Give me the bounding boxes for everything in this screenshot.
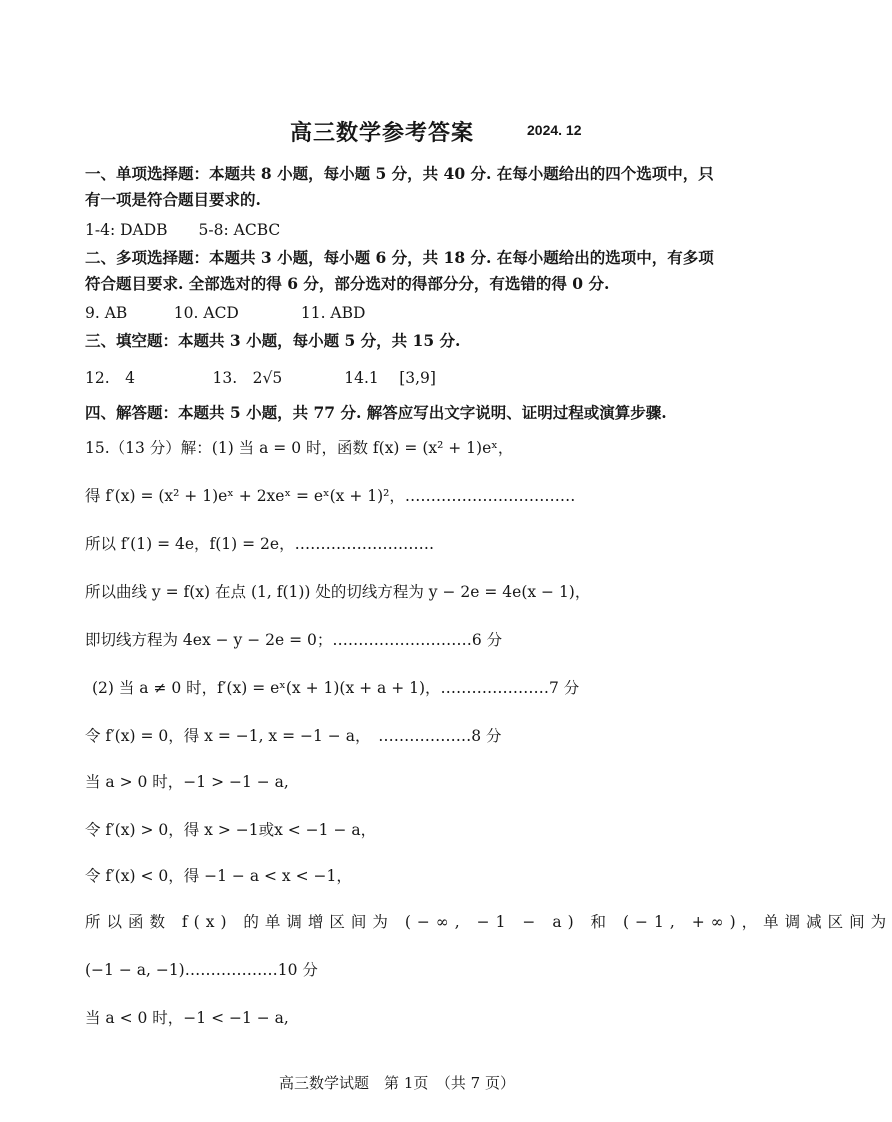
solution-line-9: 令 f′(x) > 0，得 x > −1或x < −1 − a，: [85, 821, 377, 839]
section-4-heading: 四、解答题：本题共 5 小题，共 77 分. 解答应写出文字说明、证明过程或演算步骤.: [85, 403, 667, 422]
section-3-heading: 三、填空题：本题共 3 小题，每小题 5 分，共 15 分.: [85, 331, 461, 350]
section-1-heading: 一、单项选择题：本题共 8 小题，每小题 5 分，共 40 分. 在每小题给出的四个选项中，只: [85, 164, 714, 183]
section-2-heading: 二、多项选择题：本题共 3 小题，每小题 6 分，共 18 分. 在每小题给出的选项中，有多项: [85, 248, 714, 267]
solution-line-6: (2) 当 a ≠ 0 时，f′(x) = eˣ(x + 1)(x + a + 1)，…………………7 分: [92, 679, 580, 697]
date-label: 2024. 12: [527, 122, 582, 138]
section-1-answers: 1-4: DADB 5-8: ACBC: [85, 221, 281, 239]
solution-line-2: 得 f′(x) = (x² + 1)eˣ + 2xeˣ = eˣ(x + 1)²，……………………………: [85, 487, 576, 505]
section-3-answers: 12. 4 13. 2√5 14.1 [3,9]: [85, 369, 436, 387]
solution-line-13: 当 a < 0 时，−1 < −1 − a,: [85, 1009, 289, 1027]
section-2-heading-cont: 符合题目要求. 全部选对的得 6 分，部分选对的得部分分，有选错的得 0 分.: [85, 274, 610, 293]
section-1-heading-cont: 有一项是符合题目要求的.: [85, 190, 261, 209]
solution-line-5: 即切线方程为 4ex − y − 2e = 0；………………………6 分: [85, 631, 503, 649]
page-footer: 高三数学试题 第 1页 （共 7 页）: [279, 1074, 515, 1092]
page-title: 高三数学参考答案: [290, 120, 475, 146]
solution-line-1: 15.（13 分）解：(1) 当 a = 0 时，函数 f(x) = (x² + 1)eˣ，: [85, 439, 514, 457]
solution-line-7: 令 f′(x) = 0，得 x = −1, x = −1 − a， ………………8 分: [85, 727, 502, 745]
solution-line-3: 所以 f′(1) = 4e，f(1) = 2e，………………………: [85, 535, 435, 553]
solution-line-4: 所以曲线 y = f(x) 在点 (1, f(1)) 处的切线方程为 y − 2e = 4e(x − 1)，: [85, 583, 591, 601]
solution-line-10: 令 f′(x) < 0，得 −1 − a < x < −1，: [85, 867, 352, 885]
section-2-answers: 9. AB 10. ACD 11. ABD: [85, 304, 366, 322]
solution-line-8: 当 a > 0 时，−1 > −1 − a,: [85, 773, 289, 791]
solution-line-11: 所以函数 f(x) 的单调增区间为 (−∞, −1 − a) 和 (−1, +∞)，单调减区间为: [85, 913, 892, 931]
solution-line-12: (−1 − a, −1)………………10 分: [85, 961, 318, 979]
